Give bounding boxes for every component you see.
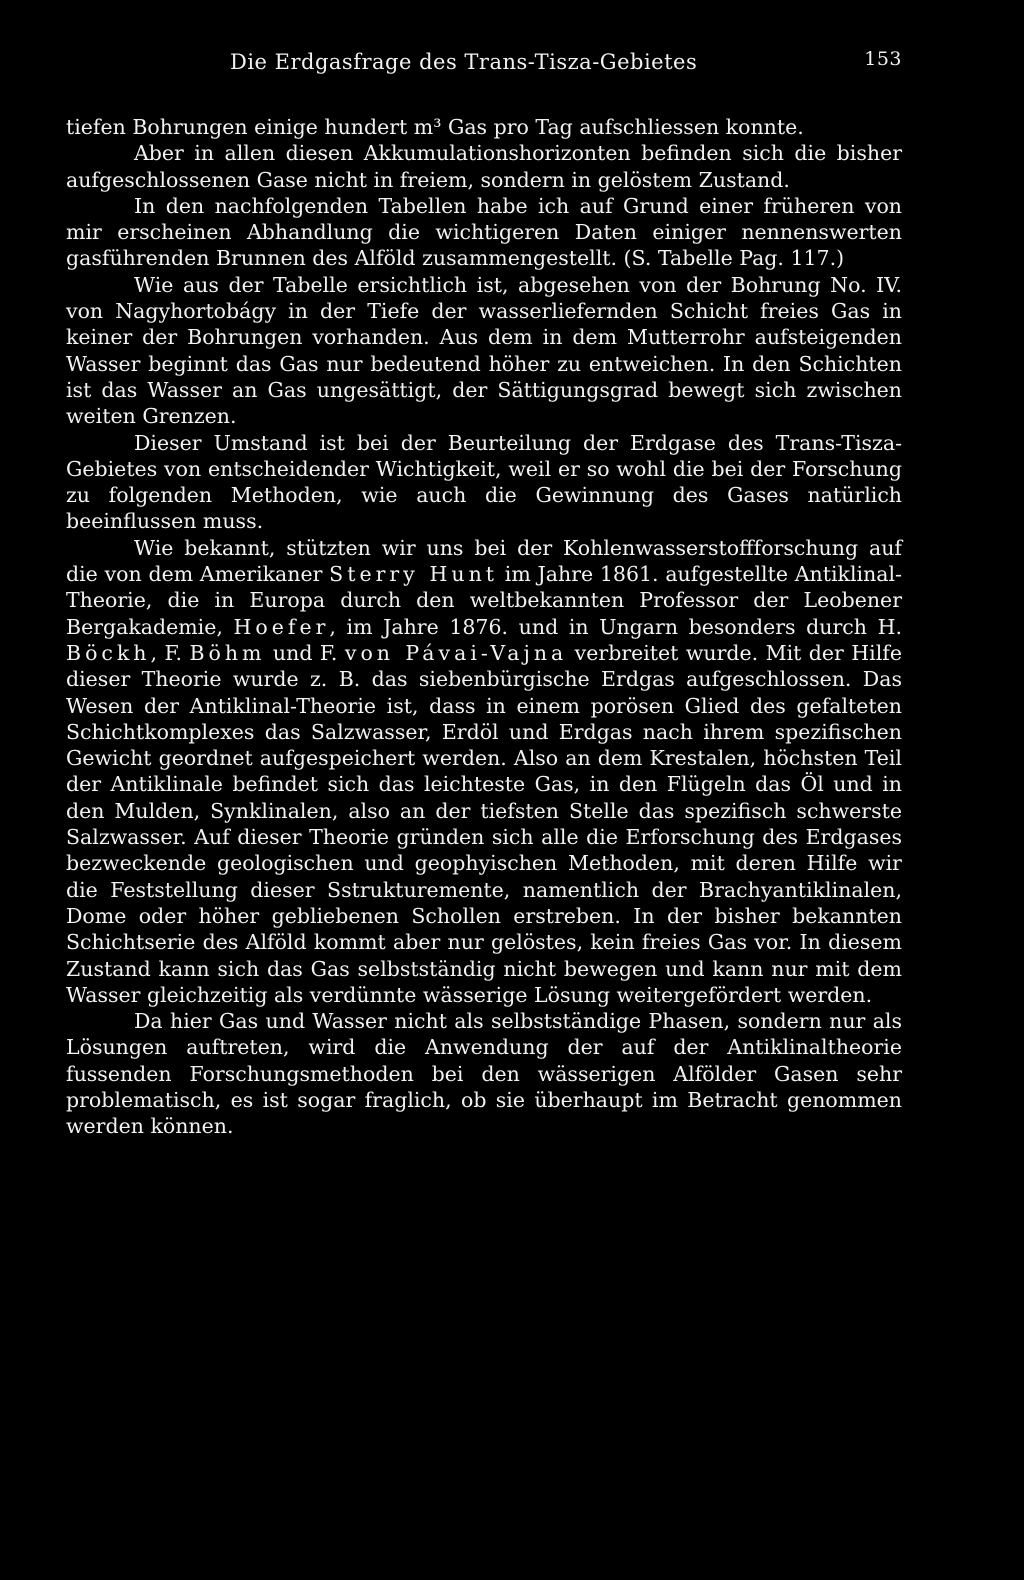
running-header (66, 44, 902, 84)
paragraph-6-text-2: im Jahre 1861. aufgestellte Antiklinal-Theorie, die in Europa durch den weltbekannten Professor der Leobener Bergakademie, (66, 562, 902, 639)
paragraph-7: Da hier Gas und Wasser nicht als selbstständige Phasen, sondern nur als Lösungen auftreten, wird die Anwendung der auf der Antiklinaltheorie fussenden Forschungsmethoden bei den wässerigen Alfölder Gasen sehr problematisch, es ist sogar fraglich, ob sie überhaupt im Betracht genommen werden können. (66, 1009, 902, 1139)
author-name-sterry-hunt: Sterry Hunt (329, 562, 499, 587)
paragraph-5: Dieser Umstand ist bei der Beurteilung der Erdgase des Trans-Tisza-Gebietes von entscheidender Wichtigkeit, weil er so wohl die bei der Forschung zu folgenden Methoden, wie auch die Gewinnung des Gases natürlich beeinflussen muss. (66, 430, 902, 534)
body-text (66, 114, 902, 1140)
paragraph-2: Aber in allen diesen Akkumulationshorizonten befinden sich die bisher aufgeschlossenen Gase nicht in freiem, sondern in gelöstem Zustand. (66, 141, 902, 192)
author-name-hoefer: Hoefer (233, 614, 330, 639)
paragraph-6-text-1: Wie bekannt, stützten wir uns bei der Kohlenwasserstoffforschung auf die von dem Amerikaner (66, 535, 902, 587)
page-number: 153 (864, 48, 902, 70)
paragraph-6 (66, 535, 902, 1008)
paragraph-1: tiefen Bohrungen einige hundert m³ Gas pro Tag aufschliessen konnte. (66, 115, 804, 139)
author-name-boehm: Böhm (189, 640, 266, 665)
paragraph-4: Wie aus der Tabelle ersichtlich ist, abgesehen von der Bohrung No. IV. von Nagyhortobágy in der Tiefe der wasserliefernden Schicht freies Gas in keiner der Bohrungen vorhanden. Aus dem in dem Mutterrohr aufsteigenden Wasser beginnt das Gas nur bedeutend höher zu entweichen. In den Schichten ist das Wasser an Gas ungesättigt, der Sättigungsgrad bewegt sich zwischen weiten Grenzen. (66, 272, 902, 429)
paragraph-3: In den nachfolgenden Tabellen habe ich auf Grund einer früheren von mir erscheinen Abhandlung die wichtigeren Daten einiger nennenswerten gasführenden Brunnen des Alföld zusammengestellt. (S. Tabelle Pag. 117.) (66, 193, 902, 271)
author-name-pavai-vajna: von Pávai-Vajna (344, 640, 568, 665)
paragraph-6-text-6: verbreitet wurde. Mit der Hilfe dieser Theorie wurde z. B. das siebenbürgische Erdgas aufgeschlossen. Das Wesen der Antiklinal-Theorie ist, dass in einem porösen Glied des gefalteten Schichtkomplexes das Salzwasser, Erdöl und Erdgas nach ihrem spezifischen Gewicht geordnet aufgespeichert werden. Also an dem Krestalen, höchsten Teil der Antiklinale befindet sich das leichteste Gas, in den Flügeln das Öl und in den Mulden, Synklinalen, also an der tiefsten Stelle das spezifisch schwerste Salzwasser. Auf dieser Theorie gründen sich alle die Erforschung des Erdgases bezweckende geologischen und geophyischen Methoden, mit deren Hilfe wir die Feststellung dieser Sstrukturemente, namentlich der Brachyantiklinalen, Dome oder höher gebliebenen Schollen erstreben. In der bisher bekannten Schichtserie des Alföld kommt aber nur gelöstes, kein freies Gas vor. In diesem Zustand kann sich das Gas selbstständig nicht bewegen und kann nur mit dem Wasser gleichzeitig als verdünnte wässerige Lösung weitergefördert werden. (66, 640, 902, 1007)
running-title: Die Erdgasfrage des Trans-Tisza-Gebietes (230, 50, 698, 74)
author-name-boeckh: Böckh (66, 640, 151, 665)
paragraph-6-text-4: , F. (150, 640, 190, 665)
book-page (66, 44, 902, 1140)
paragraph-6-text-3: , im Jahre 1876. und in Ungarn besonders durch H. (329, 614, 902, 639)
paragraph-6-text-5: und F. (265, 640, 345, 665)
